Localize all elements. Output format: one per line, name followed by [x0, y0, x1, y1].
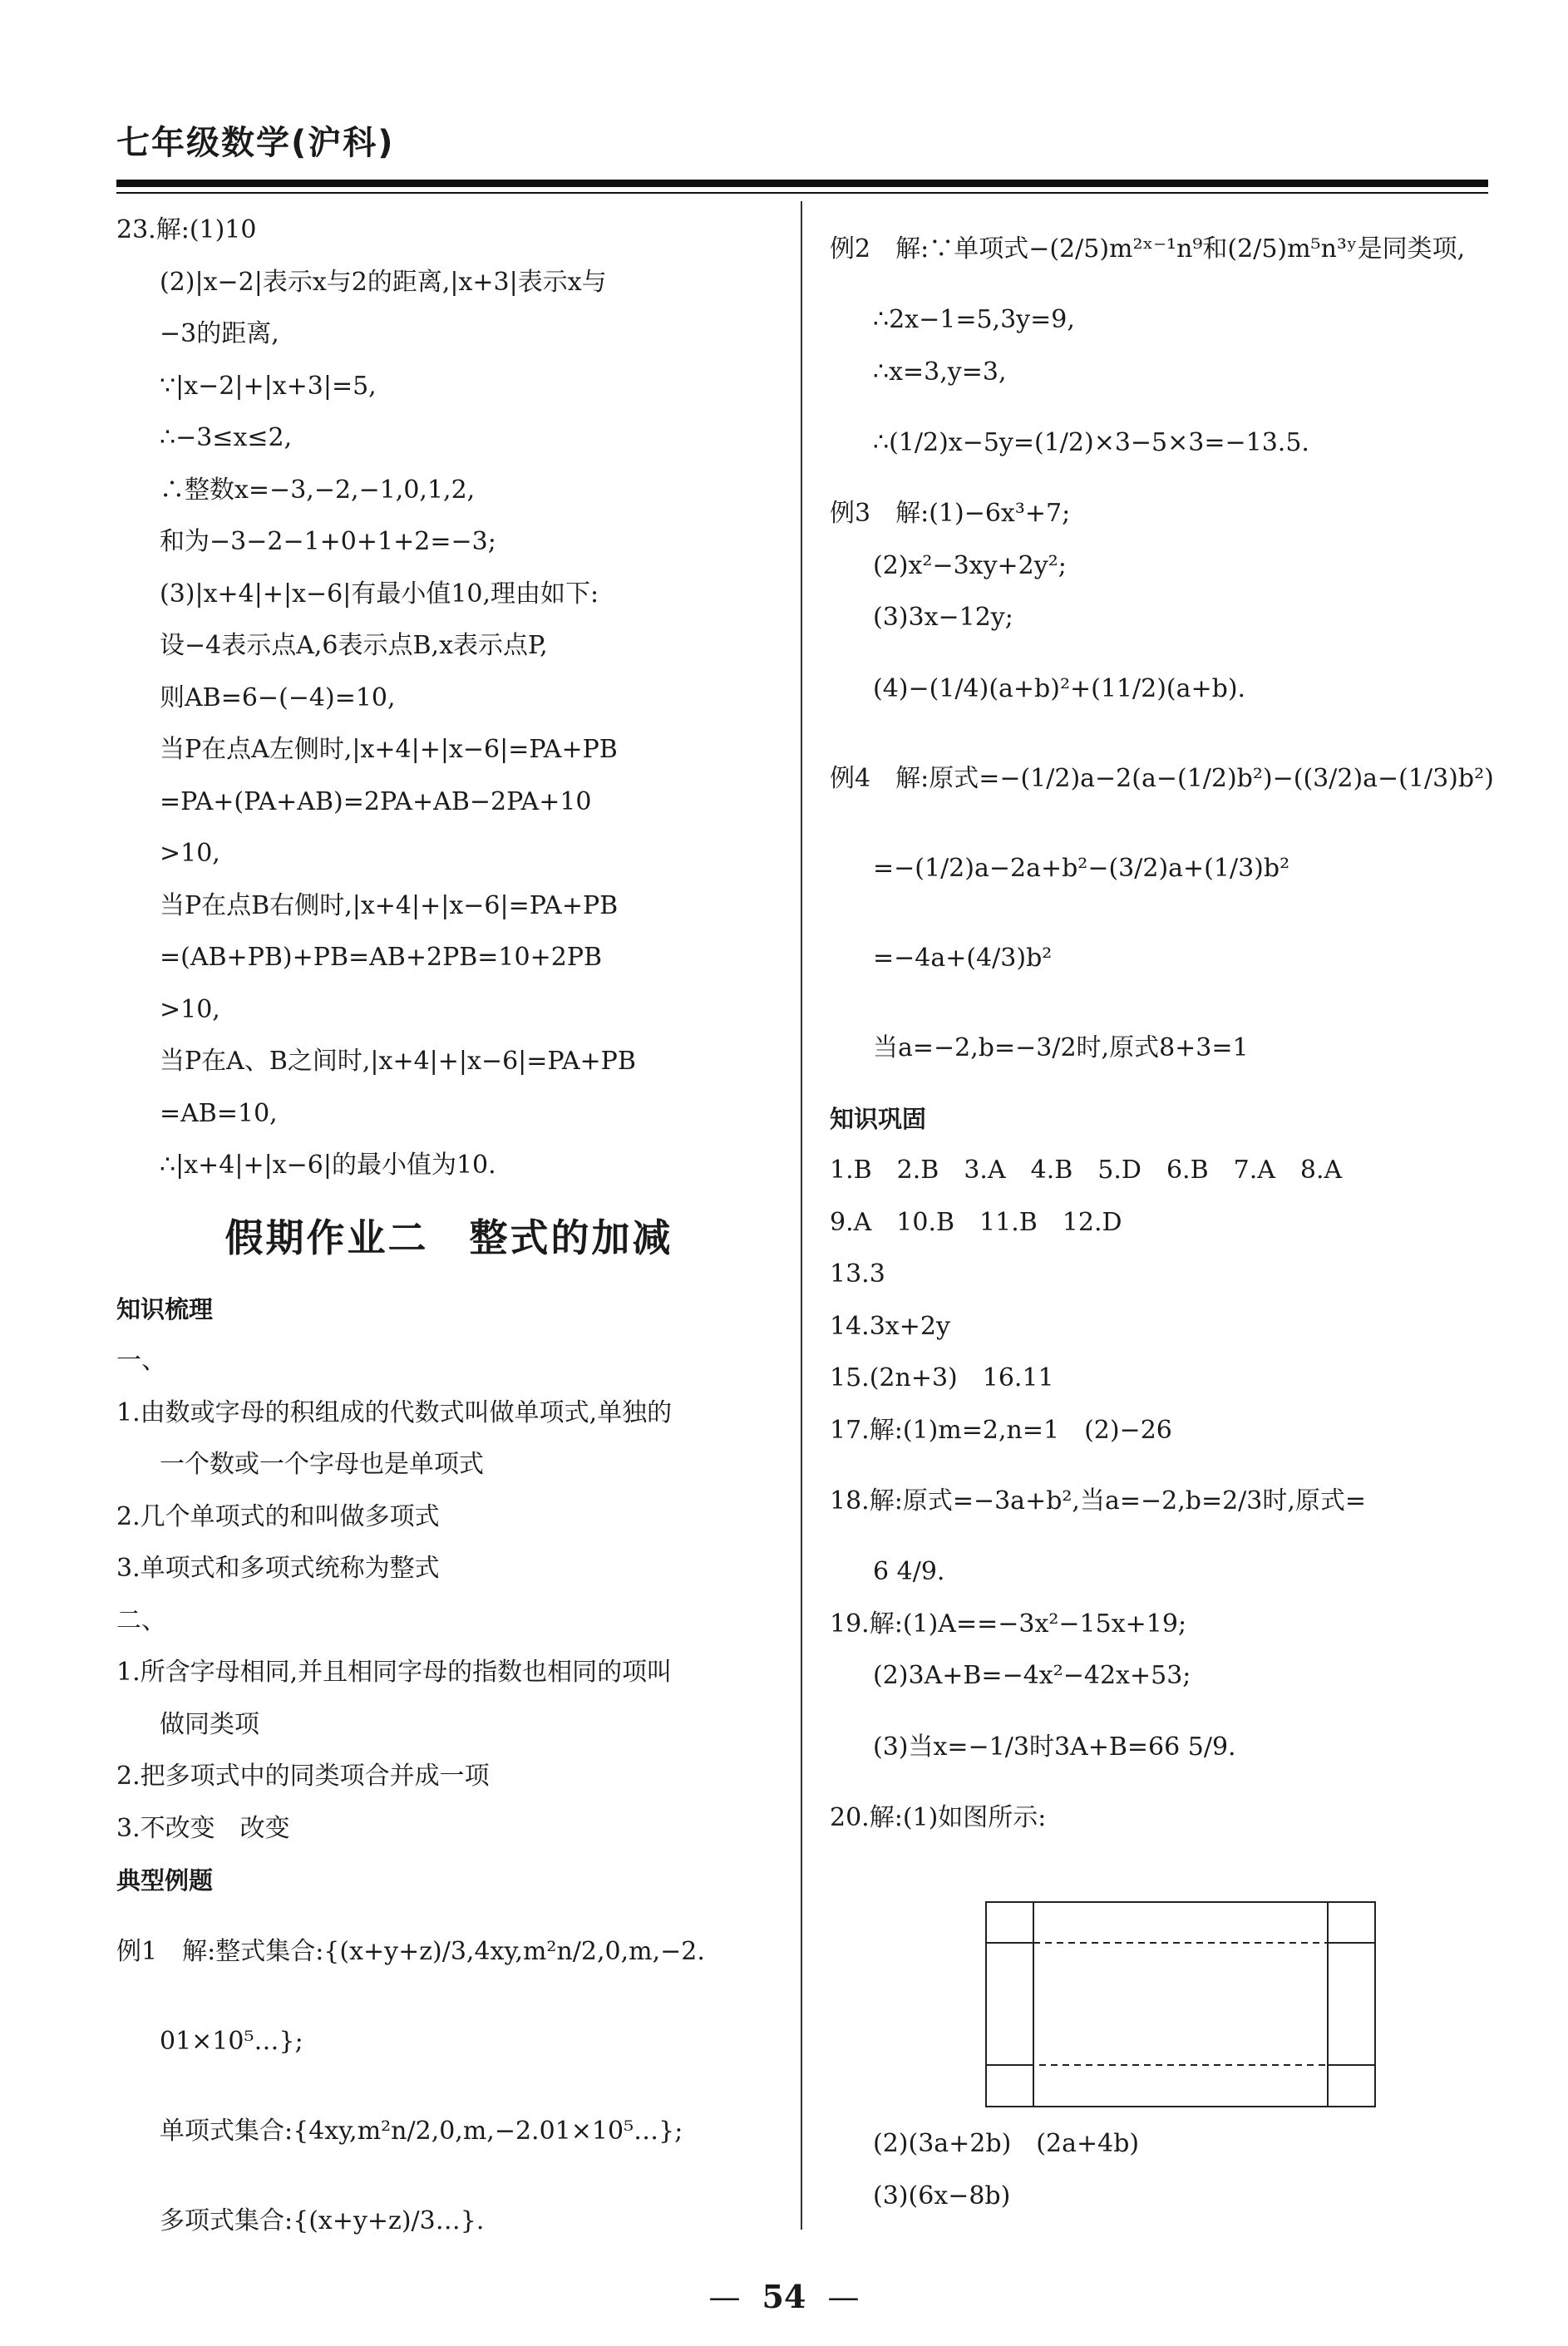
answer-line: 则AB=6−(−4)=10,: [160, 683, 396, 712]
answer-line: 1.所含字母相同,并且相同字母的指数也相同的项叫: [116, 1658, 673, 1687]
answer-line: >10,: [160, 994, 220, 1024]
answer-line: (3)|x+4|+|x−6|有最小值10,理由如下:: [160, 579, 599, 609]
answer-line: 2.几个单项式的和叫做多项式: [116, 1501, 440, 1531]
answer-line: 15.(2n+3) 16.11: [830, 1363, 1054, 1392]
answer-line: 2.把多项式中的同类项合并成一项: [116, 1762, 490, 1791]
answer-line: 6 4/9.: [873, 1557, 945, 1586]
subsection-heading: 典型例题: [116, 1866, 214, 1895]
page-header-title: 七年级数学(沪科): [116, 124, 395, 162]
answer-line: 当a=−2,b=−3/2时,原式8+3=1: [873, 1033, 1249, 1062]
box-net-figure: [985, 1901, 1376, 2107]
answer-line: (2)x²−3xy+2y²;: [873, 550, 1067, 580]
answer-line: −3的距离,: [160, 319, 279, 348]
answer-line: 20.解:(1)如图所示:: [830, 1802, 1047, 1832]
answer-line: ∴2x−1=5,3y=9,: [873, 305, 1075, 334]
answer-line: 14.3x+2y: [830, 1311, 950, 1341]
answer-line: ∵|x−2|+|x+3|=5,: [160, 371, 377, 401]
subsection-heading: 知识巩固: [830, 1104, 927, 1133]
answer-line: =AB=10,: [160, 1098, 278, 1128]
header-rule-thick: [116, 180, 1488, 187]
answer-line: 1.由数或字母的积组成的代数式叫做单项式,单独的: [116, 1397, 673, 1427]
answer-line: =−(1/2)a−2a+b²−(3/2)a+(1/3)b²: [873, 853, 1290, 883]
answer-line: 单项式集合:{4xy,m²n/2,0,m,−2.01×10⁵…};: [160, 2116, 683, 2146]
answer-line: 13.3: [830, 1259, 885, 1289]
right-column-after-figure: [830, 2118, 1495, 2222]
figure-dashed-rect: [1033, 1943, 1328, 2065]
answer-line: =−4a+(4/3)b²: [873, 943, 1053, 973]
answer-line: (3)(6x−8b): [873, 2181, 1011, 2210]
answer-line: 当P在点A左侧时,|x+4|+|x−6|=PA+PB: [160, 735, 618, 764]
answer-line: 17.解:(1)m=2,n=1 (2)−26: [830, 1415, 1172, 1445]
answer-line: 例3 解:(1)−6x³+7;: [830, 499, 1071, 528]
header-rule-thin: [116, 192, 1488, 194]
answer-line: 当P在点B右侧时,|x+4|+|x−6|=PA+PB: [160, 890, 619, 920]
answer-line: (2)(3a+2b) (2a+4b): [873, 2129, 1140, 2158]
answer-line: 例2 解:∵单项式−(2/5)m²ˣ⁻¹n⁹和(2/5)m⁵n³ʸ是同类项,: [830, 234, 1466, 264]
answer-line: 多项式集合:{(x+y+z)/3…}.: [160, 2206, 485, 2235]
answer-line: 设−4表示点A,6表示点B,x表示点P,: [160, 631, 548, 660]
answer-line: 19.解:(1)A==−3x²−15x+19;: [830, 1609, 1187, 1639]
answer-line: 9.A 10.B 11.B 12.D: [830, 1207, 1122, 1237]
answer-line: >10,: [160, 839, 220, 868]
answer-line: 例4 解:原式=−(1/2)a−2(a−(1/2)b²)−((3/2)a−(1/3)b²): [830, 763, 1494, 793]
answer-line: ∴x=3,y=3,: [873, 357, 1007, 387]
answer-line: =PA+(PA+AB)=2PA+AB−2PA+10: [160, 786, 592, 816]
answer-line: 01×10⁵…};: [160, 2026, 303, 2056]
page-number-value: 54: [762, 2278, 806, 2315]
answer-line: (2)3A+B=−4x²−42x+53;: [873, 1661, 1191, 1690]
answer-line: (4)−(1/4)(a+b)²+(11/2)(a+b).: [873, 673, 1246, 703]
answer-line: 23.解:(1)10: [116, 215, 257, 244]
answer-line: 3.单项式和多项式统称为整式: [116, 1554, 440, 1583]
answer-line: (3)3x−12y;: [873, 603, 1013, 632]
answer-line: 当P在A、B之间时,|x+4|+|x−6|=PA+PB: [160, 1047, 636, 1076]
answer-line: ∴|x+4|+|x−6|的最小值为10.: [160, 1151, 496, 1180]
answer-line: 一个数或一个字母也是单项式: [160, 1450, 484, 1479]
answer-line: 二、: [116, 1605, 166, 1635]
page-number-dash-right: —: [827, 2279, 860, 2315]
subsection-heading: 知识梳理: [116, 1294, 214, 1323]
answer-line: ∴−3≤x≤2,: [160, 423, 293, 452]
section-title: 假期作业二 整式的加减: [224, 1215, 673, 1260]
figure-outer-rect: [986, 1902, 1375, 2107]
answer-line: =(AB+PB)+PB=AB+2PB=10+2PB: [160, 943, 603, 972]
column-divider: [801, 201, 802, 2230]
answer-line: (2)|x−2|表示x与2的距离,|x+3|表示x与: [160, 267, 607, 297]
page-number: [0, 2278, 1568, 2315]
answer-line: 1.B 2.B 3.A 4.B 5.D 6.B 7.A 8.A: [830, 1156, 1343, 1185]
answer-line: 3.不改变 改变: [116, 1813, 290, 1843]
answer-line: 做同类项: [160, 1709, 259, 1739]
answer-line: ∴整数x=−3,−2,−1,0,1,2,: [160, 475, 476, 505]
page-number-dash-left: —: [708, 2279, 741, 2315]
answer-line: 例1 解:整式集合:{(x+y+z)/3,4xy,m²n/2,0,m,−2.: [116, 1936, 705, 1966]
left-column: [116, 205, 782, 2266]
answer-line: 一、: [116, 1346, 166, 1375]
right-column: [830, 205, 1495, 1844]
answer-line: 和为−3−2−1+0+1+2=−3;: [160, 527, 496, 556]
answer-line: ∴(1/2)x−5y=(1/2)×3−5×3=−13.5.: [873, 428, 1309, 457]
answer-line: (3)当x=−1/3时3A+B=66 5/9.: [873, 1732, 1236, 1762]
answer-line: 18.解:原式=−3a+b²,当a=−2,b=2/3时,原式=: [830, 1486, 1367, 1516]
